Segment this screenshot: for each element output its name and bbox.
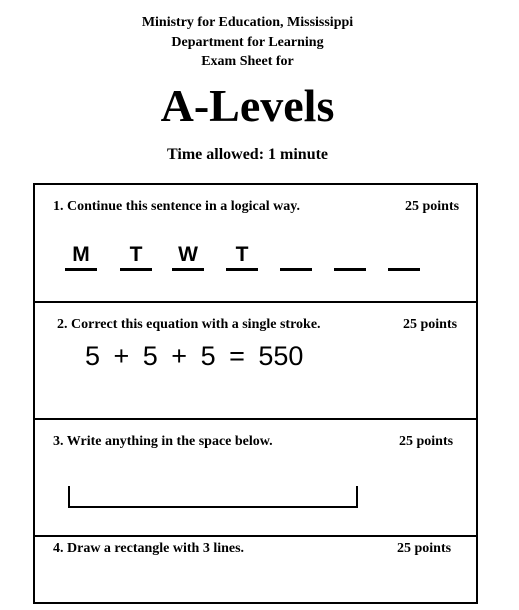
ministry-line: Ministry for Education, Mississippi — [141, 15, 354, 30]
question-3-points: 25 points — [399, 434, 454, 449]
page-title: A-Levels — [160, 80, 335, 131]
question-sheet — [33, 183, 478, 604]
sequence-blank-3 — [172, 268, 204, 271]
sequence-letter-1: M — [72, 243, 90, 266]
sequence-blank-1 — [65, 268, 97, 271]
question-1-text: 1. Continue this sentence in a logical way. — [53, 199, 300, 214]
sequence-letter-2: T — [129, 243, 143, 266]
question-1-points: 25 points — [405, 199, 460, 214]
question-3-text: 3. Write anything in the space below. — [53, 434, 273, 449]
question-2 — [35, 303, 476, 420]
sequence-letter-3: W — [178, 243, 198, 266]
time-allowed: Time allowed: 1 minute — [166, 146, 329, 163]
question-4-text: 4. Draw a rectangle with 3 lines. — [53, 541, 245, 556]
write-space-bracket — [68, 486, 358, 508]
question-1 — [35, 185, 476, 303]
question-3 — [35, 420, 476, 537]
sequence-blank-4 — [226, 268, 258, 271]
sequence-blank-2 — [120, 268, 152, 271]
sequence-letter-4: T — [235, 243, 249, 266]
sequence-blank-6 — [334, 268, 366, 271]
question-2-text: 2. Correct this equation with a single stroke. — [57, 317, 321, 332]
question-4 — [35, 537, 476, 604]
sequence-blank-5 — [280, 268, 312, 271]
question-4-points: 25 points — [397, 541, 452, 556]
department-line: Department for Learning — [171, 35, 324, 50]
question-2-points: 25 points — [403, 317, 458, 332]
exam-sheet-line: Exam Sheet for — [201, 54, 294, 69]
equation: 5 + 5 + 5 = 550 — [85, 341, 304, 371]
sequence-blank-7 — [388, 268, 420, 271]
